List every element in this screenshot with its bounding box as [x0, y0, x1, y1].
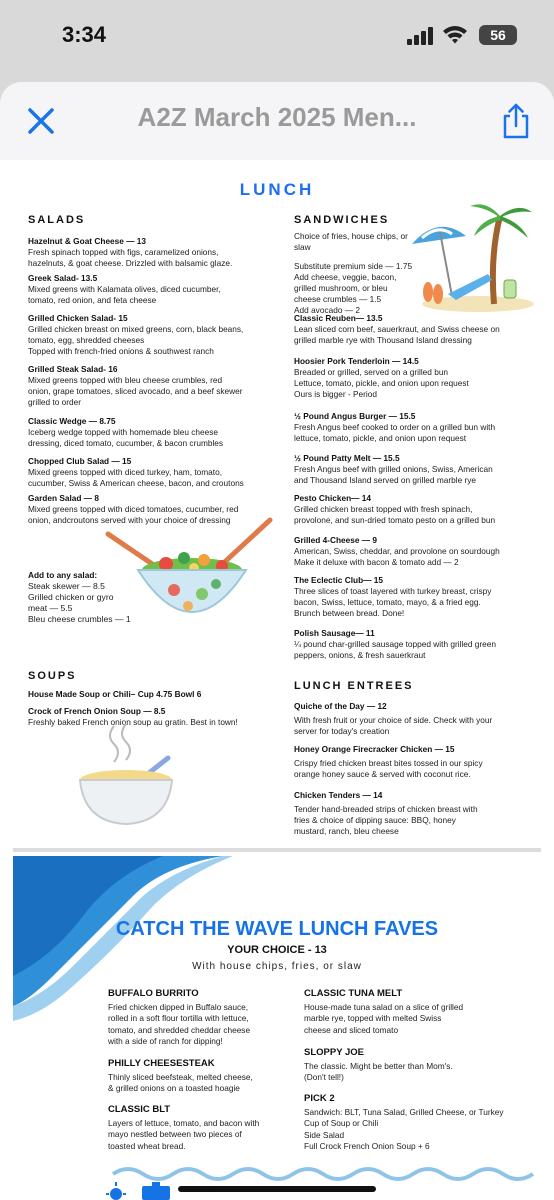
add-to-salad-options: Steak skewer — 8.5 Grilled chicken or gyro meat — 5.5 Bleu cheese crumbles — 1 [28, 581, 131, 624]
lunch-heading: LUNCH [239, 180, 315, 199]
item-name: PHILLY CHEESESTEAK [108, 1058, 215, 1069]
fave-item [108, 1058, 308, 1095]
item-desc: Mixed greens topped with diced tomatoes, cucumber, red onion, andcroutons served with your choice of dressing [28, 504, 239, 525]
item-name: CLASSIC TUNA MELT [304, 988, 403, 999]
faves-sides: With house chips, fries, or slaw [192, 961, 362, 972]
item-name: Classic Reuben— 13.5 [294, 313, 383, 323]
item-name: Pesto Chicken— 14 [294, 493, 372, 503]
beach-illustration [408, 196, 534, 314]
item-desc: Breaded or grilled, served on a grilled bun Lettuce, tomato, pickle, and onion upon request Ours is bigger - Period [294, 367, 469, 399]
item-desc: With fresh fruit or your choice of side. Check with your server for today's creation [294, 715, 493, 736]
sun-icon [104, 1180, 128, 1200]
item-name: Hazelnut & Goat Cheese — 13 [28, 236, 147, 246]
menu-item [28, 689, 268, 700]
sandwiches-intro: Choice of fries, house chips, or slaw [294, 231, 408, 252]
fave-item [108, 1104, 308, 1152]
item-desc: Crispy fried chicken breast bites tossed in our spicy orange honey sauce & served with coconut rice. [294, 758, 483, 779]
wifi-icon [442, 24, 468, 46]
item-desc: The classic. Might be better than Mom's. (Don't tell!) [304, 1060, 453, 1082]
item-name: BUFFALO BURRITO [108, 988, 199, 999]
close-icon[interactable] [24, 104, 58, 138]
menu-item [294, 535, 534, 568]
item-name: Hoosier Pork Tenderloin — 14.5 [294, 356, 419, 366]
item-desc: Grilled chicken breast on mixed greens, corn, black beans, tomato, egg, shredded cheeses Topped with french-fried onions & southwest ranch [28, 324, 244, 356]
item-name: Chopped Club Salad — 15 [28, 456, 132, 466]
cellular-signal-icon [407, 27, 435, 45]
viewer-header [0, 82, 554, 160]
lunch-entrees-heading: LUNCH ENTREES [294, 680, 414, 692]
home-indicator[interactable] [178, 1186, 376, 1192]
salads-heading: SALADS [28, 214, 86, 226]
item-desc: Grilled chicken breast topped with fresh spinach, provolone, and sun-dried tomato pesto on a grilled bun [294, 504, 496, 525]
soups-heading: SOUPS [28, 670, 77, 682]
item-desc: Lean sliced corn beef, sauerkraut, and Swiss cheese on grilled marble rye with Thousand Island dressing [294, 324, 500, 345]
item-name: PICK 2 [304, 1093, 335, 1104]
page-divider [13, 848, 541, 852]
battery-level: 56 [490, 27, 506, 43]
share-icon[interactable] [500, 102, 532, 140]
status-time: 3:34 [62, 22, 107, 47]
menu-item [28, 416, 268, 449]
item-name: Quiche of the Day — 12 [294, 701, 387, 711]
document-title: A2Z March 2025 Men... [137, 102, 417, 132]
item-name: Chicken Tenders — 14 [294, 790, 383, 800]
menu-item [294, 411, 534, 444]
item-desc: Freshly baked French onion soup au gratin. Best in town! [28, 717, 238, 727]
item-name: Grilled Chicken Salad- 15 [28, 313, 128, 323]
menu-item [28, 236, 268, 269]
item-name: SLOPPY JOE [304, 1047, 365, 1058]
item-name: Crock of French Onion Soup — 8.5 [28, 706, 166, 716]
item-desc: American, Swiss, cheddar, and provolone on sourdough Make it deluxe with bacon & tomato add — 2 [294, 546, 500, 567]
faves-title: CATCH THE WAVE LUNCH FAVES [115, 918, 439, 940]
item-desc: Mixed greens topped with diced turkey, ham, tomato, cucumber, Swiss & American cheese, bacon, and croutons [28, 467, 244, 488]
item-desc: Thinly sliced beefsteak, melted cheese, & grilled onions on a toasted hoagie [108, 1071, 253, 1093]
item-desc: Fresh Angus beef with grilled onions, Swiss, American and Thousand Island served on grilled marble rye [294, 464, 493, 485]
status-bar [0, 0, 554, 78]
item-desc: Iceberg wedge topped with homemade bleu cheese dressing, diced tomato, cucumber, & bacon crumbles [28, 427, 224, 448]
item-desc: Layers of lettuce, tomato, and bacon with mayo nestled between two pieces of toasted wheat bread. [108, 1117, 260, 1151]
faves-choice: YOUR CHOICE - 13 [227, 944, 327, 956]
menu-item [294, 453, 534, 486]
soup-bowl-illustration [76, 722, 176, 830]
item-name: Grilled Steak Salad- 16 [28, 364, 118, 374]
item-desc: Fried chicken dipped in Buffalo sauce, rolled in a soft flour tortilla with lettuce, tomato, and shredded cheddar cheese with a side of ranch for dipping! [108, 1001, 251, 1046]
cooler-icon [138, 1180, 174, 1200]
item-desc: Fresh Angus beef cooked to order on a grilled bun with lettuce, tomato, pickle, and onion upon request [294, 422, 496, 443]
menu-item [294, 575, 534, 619]
fave-item [304, 988, 540, 1036]
menu-item [294, 701, 534, 737]
sandwiches-options: Substitute premium side — 1.75 Add cheese, veggie, bacon, grilled mushroom, or bleu cheese crumbles — 1.5 Add avocado — 2 [294, 261, 413, 315]
item-name: Polish Sausage— 11 [294, 628, 375, 638]
menu-item [294, 313, 534, 346]
item-name: House Made Soup or Chili– Cup 4.75 Bowl 6 [28, 689, 202, 699]
fave-item [304, 1047, 540, 1084]
fave-item [304, 1093, 540, 1153]
fave-item [108, 988, 308, 1048]
menu-item [28, 456, 268, 489]
menu-item [28, 364, 268, 408]
menu-item [294, 628, 534, 661]
item-desc: Mixed greens with Kalamata olives, diced cucumber, tomato, red onion, and feta cheese [28, 284, 221, 305]
item-desc: ¼ pound char-grilled sausage topped with grilled green peppers, onions, & fresh sauerkraut [294, 639, 497, 660]
item-desc: Sandwich: BLT, Tuna Salad, Grilled Cheese, or Turkey Cup of Soup or Chili Side Salad Full Crock French Onion Soup + 6 [304, 1106, 504, 1151]
item-name: Grilled 4-Cheese — 9 [294, 535, 378, 545]
item-desc: Fresh spinach topped with figs, caramelized onions, hazelnuts, & goat cheese. Drizzled with balsamic glaze. [28, 247, 233, 268]
item-desc: Mixed greens topped with bleu cheese crumbles, red onion, grape tomatoes, sliced avocado, and a beef skewer grilled to order [28, 375, 243, 407]
add-to-salad-title: Add to any salad: [28, 570, 98, 580]
item-desc: House-made tuna salad on a slice of grilled marble rye, topped with melted Swiss cheese and sliced tomato [304, 1001, 464, 1035]
item-name: The Eclectic Club— 15 [294, 575, 383, 585]
item-desc: Three slices of toast layered with turkey breast, crispy bacon, Swiss, lettuce, tomato, mayo, & a fried egg. Brunch between bread. Done! [294, 586, 492, 618]
menu-item [294, 493, 534, 526]
item-name: Garden Salad — 8 [28, 493, 100, 503]
menu-item [294, 744, 534, 780]
sandwiches-heading: SANDWICHES [294, 214, 390, 226]
battery-icon [479, 25, 517, 45]
menu-item [28, 273, 268, 306]
item-name: Classic Wedge — 8.75 [28, 416, 116, 426]
menu-item [294, 790, 534, 837]
item-desc: Tender hand-breaded strips of chicken breast with fries & choice of dipping sauce: BBQ, honey mustard, ranch, bleu cheese [294, 804, 478, 836]
menu-item [28, 313, 268, 357]
item-name: Greek Salad- 13.5 [28, 273, 98, 283]
item-name: Honey Orange Firecracker Chicken — 15 [294, 744, 455, 754]
item-name: ½ Pound Angus Burger — 15.5 [294, 411, 416, 421]
item-name: CLASSIC BLT [108, 1104, 171, 1115]
menu-item [294, 356, 534, 400]
item-name: ½ Pound Patty Melt — 15.5 [294, 453, 400, 463]
